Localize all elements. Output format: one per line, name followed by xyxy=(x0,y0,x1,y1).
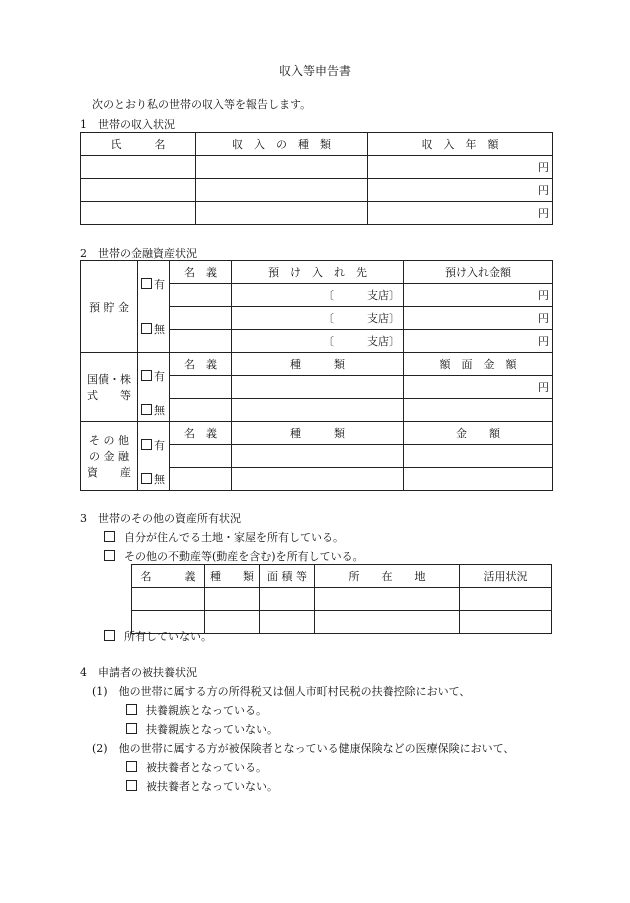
q2-not-dependent-option[interactable]: 被扶養者となっていない。 xyxy=(126,778,278,794)
table-row xyxy=(81,307,553,330)
kind-cell[interactable] xyxy=(232,468,404,491)
name-cell[interactable] xyxy=(81,202,196,225)
col-holder: 名 義 xyxy=(170,422,232,445)
checkbox-icon xyxy=(126,761,137,772)
name-cell[interactable] xyxy=(81,179,196,202)
bonds-no[interactable]: 無 xyxy=(138,399,170,422)
table-row xyxy=(81,156,553,179)
section4-heading: 4 申請者の被扶養状況 xyxy=(80,666,197,679)
assets-table xyxy=(80,260,553,491)
kind-cell[interactable] xyxy=(232,445,404,468)
question-1: (1) 他の世帯に属する方の所得税又は個人市町村民税の扶養控除において、 xyxy=(92,685,471,698)
deposit-yes[interactable]: 有 xyxy=(138,261,170,307)
holder-cell[interactable] xyxy=(170,399,232,422)
q2-dependent-option[interactable]: 被扶養者となっている。 xyxy=(126,759,267,775)
col-name: 氏 名 xyxy=(81,133,196,156)
branch-cell[interactable]: 〔 支店〕 xyxy=(232,330,404,353)
intro-text: 次のとおり私の世帯の収入等を報告します。 xyxy=(92,98,312,111)
bonds-yes[interactable]: 有 xyxy=(138,353,170,399)
table-row xyxy=(132,588,552,611)
no-assets-option[interactable]: 所有していない。 xyxy=(104,628,212,644)
holder-cell[interactable] xyxy=(170,307,232,330)
q1-dependent-option[interactable]: 扶養親族となっている。 xyxy=(126,702,267,718)
income-table xyxy=(80,132,553,225)
own-home-option[interactable]: 自分が住んでる土地・家屋を所有している。 xyxy=(104,529,344,545)
yen-cell: 円 xyxy=(404,376,553,399)
amount-cell[interactable] xyxy=(404,399,553,422)
col-kind: 種 類 xyxy=(205,565,260,588)
yen-cell: 円 xyxy=(404,307,553,330)
col-area: 面 積 等 xyxy=(260,565,315,588)
checkbox-icon xyxy=(141,473,152,484)
col-face-value: 額 面 金 額 xyxy=(404,353,553,376)
checkbox-icon xyxy=(104,531,115,542)
col-holder: 名 義 xyxy=(170,261,232,284)
checkbox-icon xyxy=(141,370,152,381)
col-income-type: 収 入 の 種 類 xyxy=(196,133,368,156)
col-depository: 預 け 入 れ 先 xyxy=(232,261,404,284)
question-2: (2) 他の世帯に属する方が被保険者となっている健康保険などの医療保険において、 xyxy=(92,742,515,755)
checkbox-icon xyxy=(104,630,115,641)
amount-cell[interactable] xyxy=(404,468,553,491)
other-no[interactable]: 無 xyxy=(138,468,170,491)
col-holder: 名 義 xyxy=(132,565,205,588)
table-row xyxy=(81,179,553,202)
yen-cell: 円 xyxy=(368,179,553,202)
yen-cell: 円 xyxy=(368,156,553,179)
col-amount: 金 額 xyxy=(404,422,553,445)
holder-cell[interactable] xyxy=(170,330,232,353)
holder-cell[interactable] xyxy=(170,445,232,468)
checkbox-icon xyxy=(126,704,137,715)
holder-cell[interactable] xyxy=(170,376,232,399)
col-usage: 活用状況 xyxy=(460,565,552,588)
table-row xyxy=(81,399,553,422)
branch-cell[interactable]: 〔 支店〕 xyxy=(232,307,404,330)
section1-heading: 1 世帯の収入状況 xyxy=(80,118,175,131)
realestate-table xyxy=(131,564,552,634)
deposit-no[interactable]: 無 xyxy=(138,307,170,353)
other-realestate-option[interactable]: その他の不動産等(動産を含む)を所有している。 xyxy=(104,548,364,564)
section2-heading: 2 世帯の金融資産状況 xyxy=(80,247,197,260)
q1-not-dependent-option[interactable]: 扶養親族となっていない。 xyxy=(126,721,278,737)
checkbox-icon xyxy=(141,404,152,415)
section3-heading: 3 世帯のその他の資産所有状況 xyxy=(80,512,241,525)
table-row xyxy=(81,468,553,491)
table-row xyxy=(81,202,553,225)
branch-cell[interactable]: 〔 支店〕 xyxy=(232,284,404,307)
name-cell[interactable] xyxy=(81,156,196,179)
col-kind: 種 類 xyxy=(232,422,404,445)
checkbox-icon xyxy=(141,439,152,450)
yen-cell: 円 xyxy=(404,330,553,353)
col-holder: 名 義 xyxy=(170,353,232,376)
col-income-amount: 収 入 年 額 xyxy=(368,133,553,156)
holder-cell[interactable] xyxy=(170,468,232,491)
holder-cell[interactable] xyxy=(170,284,232,307)
checkbox-icon xyxy=(141,278,152,289)
bonds-label: 国債・株 式 等 xyxy=(81,353,138,422)
checkbox-icon xyxy=(141,323,152,334)
yen-cell: 円 xyxy=(404,284,553,307)
amount-cell[interactable] xyxy=(404,445,553,468)
checkbox-icon xyxy=(126,780,137,791)
yen-cell: 円 xyxy=(368,202,553,225)
checkbox-icon xyxy=(104,550,115,561)
col-kind: 種 類 xyxy=(232,353,404,376)
deposit-label: 預 貯 金 xyxy=(81,261,138,353)
type-cell[interactable] xyxy=(196,156,368,179)
kind-cell[interactable] xyxy=(232,399,404,422)
type-cell[interactable] xyxy=(196,179,368,202)
kind-cell[interactable] xyxy=(232,376,404,399)
document-title: 収入等申告書 xyxy=(278,64,351,78)
type-cell[interactable] xyxy=(196,202,368,225)
other-assets-label: そ の 他 の 金 融 資 産 xyxy=(81,422,138,491)
checkbox-icon xyxy=(126,723,137,734)
other-yes[interactable]: 有 xyxy=(138,422,170,468)
col-location: 所 在 地 xyxy=(315,565,460,588)
col-deposit-amount: 預け入れ金額 xyxy=(404,261,553,284)
